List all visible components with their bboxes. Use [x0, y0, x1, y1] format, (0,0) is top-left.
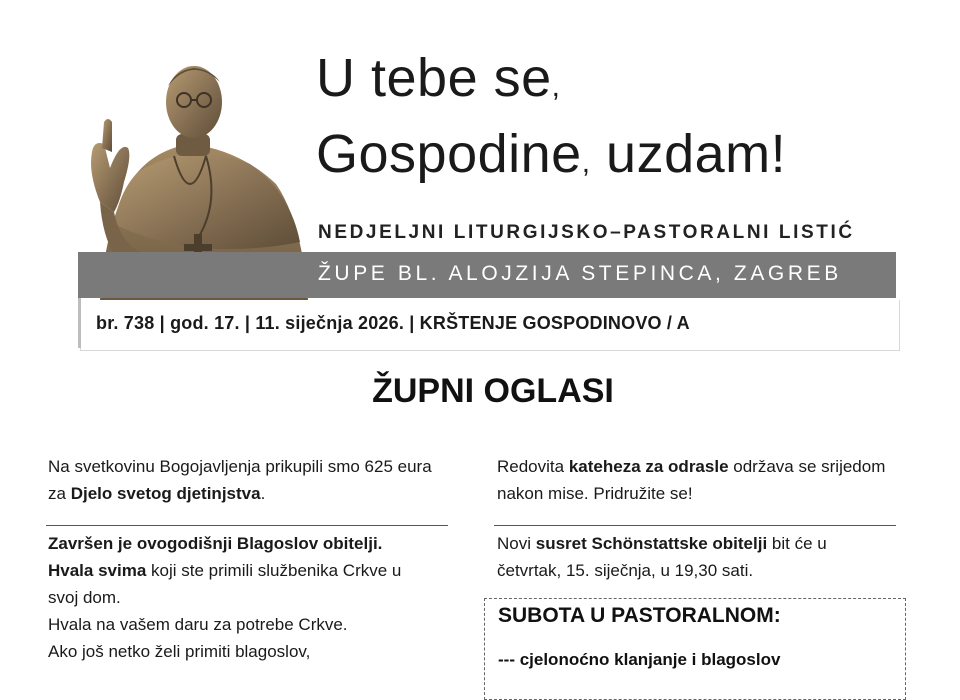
right-divider — [494, 525, 896, 526]
blessing-bold: Završen je ovogodišnji Blagoslov obitelji. Hvala svima — [48, 534, 383, 580]
schoenstatt-bold: susret Schönstattske obitelji — [535, 534, 768, 553]
left-divider — [46, 525, 448, 526]
collection-end: . — [260, 484, 266, 503]
blessing-text: koji ste primili službenika Crkve u svoj dom. — [48, 561, 402, 607]
collection-bold: Djelo svetog djetinjstva — [70, 484, 261, 503]
masthead-title-line1 — [316, 48, 560, 117]
announcement-schoenstatt — [497, 530, 892, 584]
saturday-box-title: SUBOTA U PASTORALNOM: — [498, 604, 781, 627]
title-line2-comma: , — [581, 146, 591, 179]
catechesis-bold: kateheza za odrasle — [568, 457, 729, 476]
title-line2-part2: uzdam! — [590, 124, 787, 184]
parish-name: ŽUPE BL. ALOJZIJA STEPINCA, ZAGREB — [318, 262, 842, 285]
schoenstatt-end: bit će u četvrtak, 15. siječnja, u 19,30 sati. — [497, 534, 827, 580]
catechesis-end: održava se srijedom nakon mise. Pridružite se! — [497, 457, 886, 503]
announcement-collection — [48, 453, 448, 507]
saturday-box-line: --- cjelonoćno klanjanje i blagoslov — [498, 650, 781, 669]
schoenstatt-text: Novi — [497, 534, 536, 553]
collection-text: Na svetkovinu Bogojavljenja prikupili smo 625 eura za — [48, 457, 432, 503]
title-line2-part1: Gospodine — [316, 124, 582, 184]
blessing-more: Ako još netko želi primiti blagoslov, — [48, 642, 311, 661]
blessing-thanks: Hvala na vašem daru za potrebe Crkve. — [48, 615, 348, 634]
announcement-catechesis — [497, 453, 897, 507]
masthead-subtitle: NEDJELJNI LITURGIJSKO–PASTORALNI LISTIĆ — [318, 222, 855, 243]
issue-info: br. 738 | god. 17. | 11. siječnja 2026. | KRŠTENJE GOSPODINOVO / A — [96, 313, 690, 333]
announcement-blessing — [48, 530, 403, 611]
title-line1-comma: , — [551, 70, 561, 103]
catechesis-text: Redovita — [497, 457, 569, 476]
masthead-title-line2 — [316, 124, 786, 193]
title-line1-text: U tebe se — [316, 48, 552, 108]
issue-info-box-edge — [78, 298, 81, 348]
section-heading: ŽUPNI OGLASI — [372, 372, 614, 410]
